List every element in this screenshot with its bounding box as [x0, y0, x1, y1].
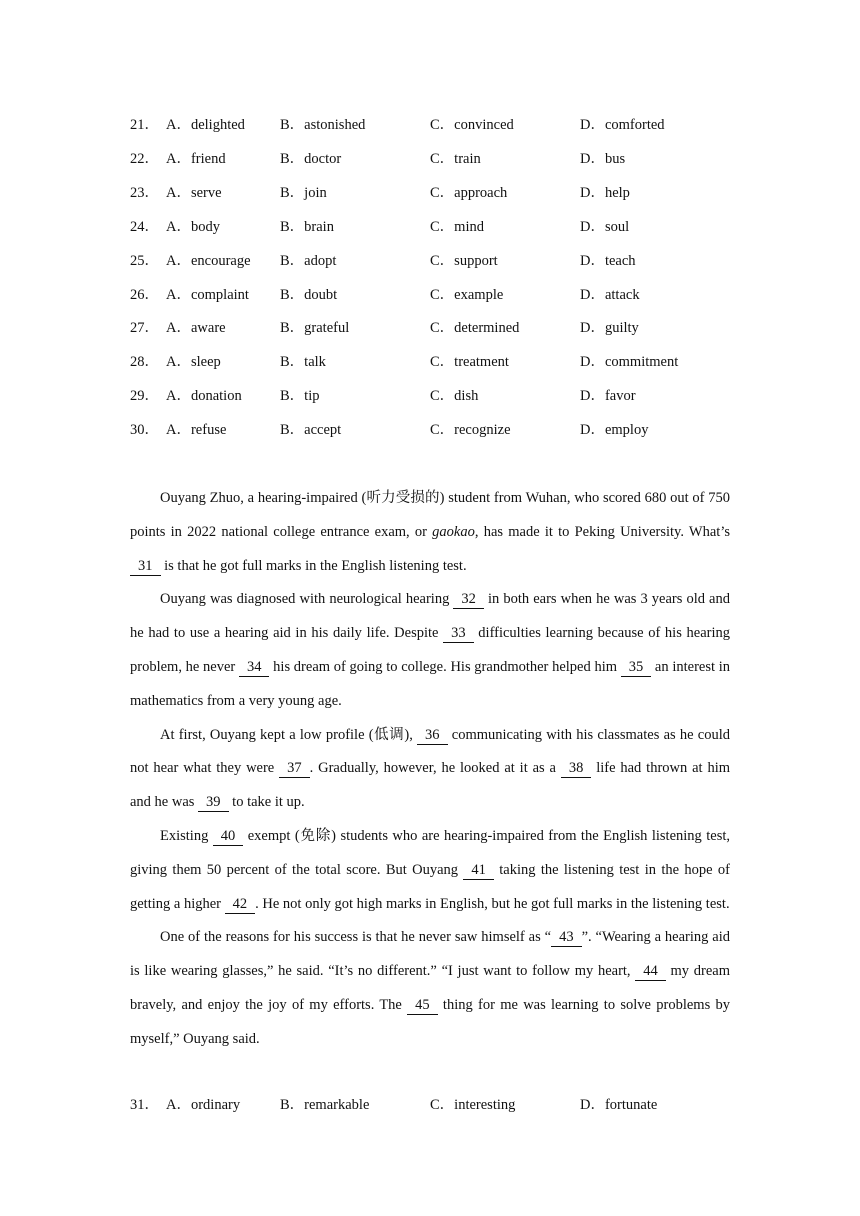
question-number: 28．: [130, 354, 159, 370]
option-a: A．delighted: [166, 117, 245, 133]
blank-40: 40: [213, 827, 244, 846]
passage-paragraph: At first, Ouyang kept a low profile (低调), 36 communicating with his classmates as he could not hear what they were 37 . Gradually, however, he looked at it as a 38 life had thrown at him and he was 39 to take it up.: [130, 726, 730, 811]
question-number: 30．: [130, 422, 159, 438]
option-d: D．teach: [580, 253, 636, 269]
option-c: C．train: [430, 151, 481, 167]
option-b: B．grateful: [280, 320, 350, 336]
option-b: B．accept: [280, 422, 342, 438]
option-d: D．fortunate: [580, 1097, 658, 1113]
question-row: [130, 249, 750, 269]
option-d: D．help: [580, 185, 630, 201]
option-d: D．employ: [580, 422, 649, 438]
option-c: C．determined: [430, 320, 520, 336]
cloze-passage: [130, 482, 730, 1057]
option-c: C．interesting: [430, 1097, 516, 1113]
option-c: C．dish: [430, 388, 479, 404]
blank-34: 34: [239, 658, 270, 677]
question-row: [130, 215, 750, 235]
option-a: A．friend: [166, 151, 226, 167]
blank-32: 32: [453, 590, 484, 609]
question-row: [130, 181, 750, 201]
option-d: D．comforted: [580, 117, 665, 133]
blank-41: 41: [463, 861, 494, 880]
option-d: D．soul: [580, 219, 630, 235]
question-row: [130, 283, 750, 303]
option-c: C．approach: [430, 185, 508, 201]
option-c: C．support: [430, 253, 498, 269]
blank-42: 42: [225, 895, 256, 914]
option-c: C．mind: [430, 219, 484, 235]
question-row: [130, 418, 750, 438]
question-row-31: [130, 1093, 750, 1113]
blank-39: 39: [198, 793, 229, 812]
question-number: 23．: [130, 185, 159, 201]
option-a: A．sleep: [166, 354, 221, 370]
question-number: 27．: [130, 320, 159, 336]
option-a: A．donation: [166, 388, 242, 404]
passage-paragraph: One of the reasons for his success is that he never saw himself as “ 43 ”. “Wearing a hearing aid is like wearing glasses,” he said. “It’s no different.” “I just want to follow my heart, 44 my dream bravely, and enjoy the joy of my efforts. The 45 thing for me was learning to solve problems by myself,” Ouyang said.: [130, 929, 730, 1047]
question-number: 26．: [130, 287, 159, 303]
passage-paragraph: Ouyang was diagnosed with neurological hearing 32 in both ears when he was 3 years old and he had to use a hearing aid in his daily life. Despite 33 difficulties learning because of his hearing problem, he never 34 his dream of going to college. His grandmother helped him 35 an interest in mathematics from a very young age.: [130, 591, 730, 709]
option-a: A．ordinary: [166, 1097, 241, 1113]
option-c: C．convinced: [430, 117, 514, 133]
option-a: A．encourage: [166, 253, 251, 269]
question-row: [130, 350, 750, 370]
option-b: B．talk: [280, 354, 326, 370]
question-number: 25．: [130, 253, 159, 269]
option-d: D．attack: [580, 287, 640, 303]
blank-38: 38: [561, 759, 592, 778]
blank-37: 37: [279, 759, 310, 778]
blank-31: 31: [130, 557, 161, 576]
option-b: B．join: [280, 185, 327, 201]
question-row: [130, 147, 750, 167]
option-d: D．favor: [580, 388, 636, 404]
passage-paragraph: Existing 40 exempt (免除) students who are hearing-impaired from the English listening test, giving them 50 percent of the total score. But Ouyang 41 taking the listening test in the hope of getting a higher 42 . He not only got high marks in English, but he got full marks in the listening test.: [130, 827, 731, 912]
option-d: D．commitment: [580, 354, 679, 370]
question-number: 22．: [130, 151, 159, 167]
option-b: B．adopt: [280, 253, 337, 269]
option-d: D．bus: [580, 151, 626, 167]
option-b: B．doubt: [280, 287, 338, 303]
option-b: B．brain: [280, 219, 334, 235]
question-row: [130, 316, 750, 336]
option-a: A．body: [166, 219, 220, 235]
option-b: B．remarkable: [280, 1097, 370, 1113]
question-row: [130, 384, 750, 404]
blank-36: 36: [417, 726, 448, 745]
option-c: C．example: [430, 287, 504, 303]
option-a: A．complaint: [166, 287, 249, 303]
blank-35: 35: [621, 658, 652, 677]
question-number: 29．: [130, 388, 159, 404]
option-a: A．refuse: [166, 422, 227, 438]
option-a: A．serve: [166, 185, 222, 201]
option-b: B．astonished: [280, 117, 366, 133]
option-b: B．doctor: [280, 151, 342, 167]
blank-33: 33: [443, 624, 474, 643]
blank-45: 45: [407, 996, 438, 1015]
option-a: A．aware: [166, 320, 226, 336]
option-c: C．recognize: [430, 422, 511, 438]
blank-43: 43: [551, 928, 582, 947]
passage-paragraph: Ouyang Zhuo, a hearing-impaired (听力受损的) student from Wuhan, who scored 680 out of 750 points in 2022 national college entrance exam, or gaokao, has made it to Peking University. What’s 31 is that he got full marks in the English listening test.: [130, 490, 730, 574]
question-number: 31．: [130, 1097, 159, 1113]
question-number: 21．: [130, 117, 159, 133]
blank-44: 44: [635, 962, 666, 981]
option-b: B．tip: [280, 388, 320, 404]
question-number: 24．: [130, 219, 159, 235]
option-c: C．treatment: [430, 354, 509, 370]
option-d: D．guilty: [580, 320, 639, 336]
question-row: [130, 113, 750, 133]
